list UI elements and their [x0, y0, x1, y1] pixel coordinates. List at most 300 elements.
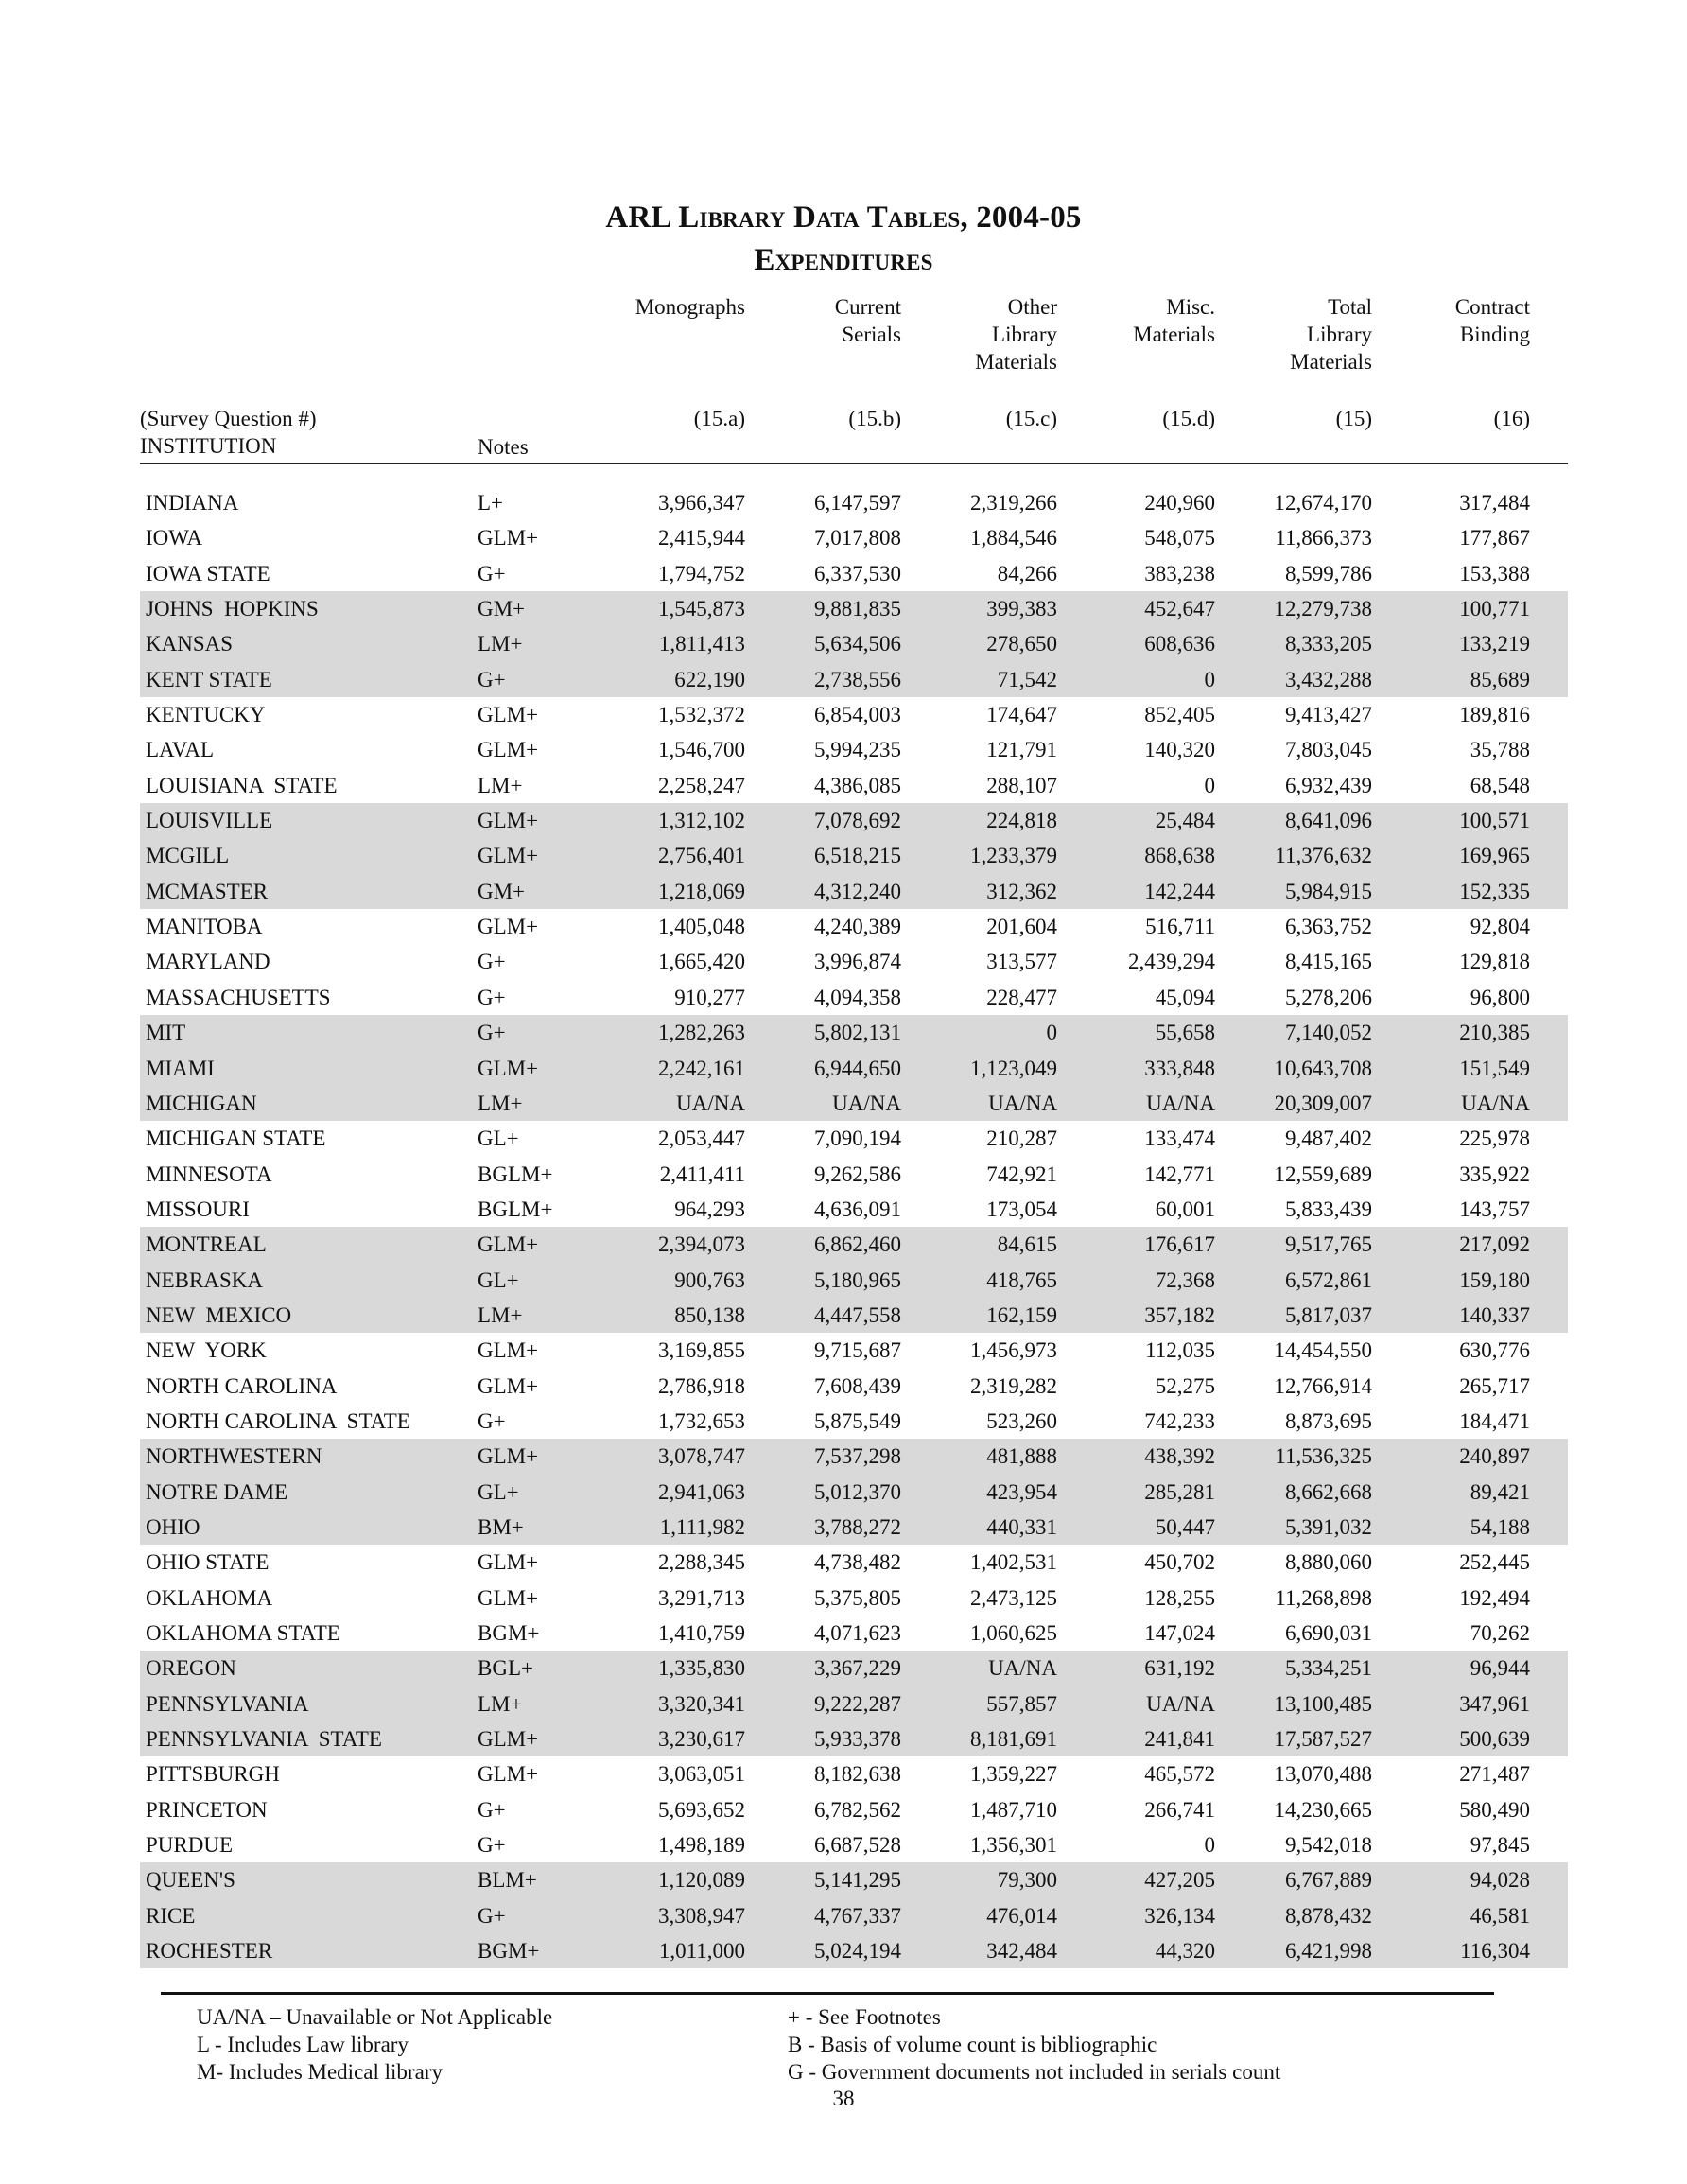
- cell-other-library-materials: 8,181,691: [970, 1727, 1057, 1752]
- cell-institution: NEBRASKA: [146, 1267, 263, 1292]
- cell-institution: LOUISIANA STATE: [146, 773, 338, 797]
- table-row: [140, 1792, 1568, 1827]
- cell-notes: GLM+: [478, 1232, 539, 1257]
- cell-institution: MISSOURI: [146, 1197, 250, 1221]
- cell-contract-binding: 129,818: [1459, 950, 1530, 974]
- cell-institution: KANSAS: [146, 632, 234, 656]
- question-15: (15): [1335, 407, 1372, 430]
- cell-current-serials: 4,071,623: [814, 1621, 901, 1645]
- cell-misc-materials: 55,658: [1155, 1021, 1215, 1045]
- cell-misc-materials: 548,075: [1144, 526, 1215, 550]
- cell-current-serials: 5,875,549: [814, 1408, 901, 1433]
- table-row: [140, 1404, 1568, 1439]
- cell-total-library-materials: 5,984,915: [1285, 879, 1372, 903]
- cell-institution: MONTREAL: [146, 1232, 267, 1257]
- cell-current-serials: 6,518,215: [814, 844, 901, 868]
- cell-institution: KENT STATE: [146, 667, 272, 691]
- cell-institution: IOWA: [146, 526, 203, 550]
- cell-other-library-materials: 399,383: [986, 597, 1057, 621]
- legend-item: UA/NA – Unavailable or Not Applicable: [197, 2005, 553, 2029]
- table-row: [140, 1545, 1568, 1580]
- cell-total-library-materials: 17,587,527: [1274, 1727, 1372, 1752]
- table-row: [140, 803, 1568, 838]
- cell-other-library-materials: 224,818: [986, 809, 1057, 833]
- cell-contract-binding: 210,385: [1459, 1021, 1530, 1045]
- cell-monographs: 2,756,401: [658, 844, 745, 868]
- table-row: [140, 1862, 1568, 1897]
- cell-notes: GLM+: [478, 1550, 539, 1575]
- cell-contract-binding: 94,028: [1470, 1868, 1530, 1893]
- cell-total-library-materials: 8,662,668: [1285, 1479, 1372, 1504]
- cell-contract-binding: 100,571: [1459, 809, 1530, 833]
- cell-other-library-materials: 278,650: [986, 632, 1057, 656]
- cell-misc-materials: 266,741: [1144, 1797, 1215, 1822]
- cell-current-serials: 7,537,298: [814, 1444, 901, 1469]
- cell-institution: NORTH CAROLINA: [146, 1373, 338, 1398]
- cell-monographs: 3,966,347: [658, 491, 745, 515]
- cell-total-library-materials: 5,334,251: [1285, 1656, 1372, 1681]
- page-number: 38: [832, 2087, 855, 2110]
- cell-contract-binding: 70,262: [1470, 1621, 1530, 1645]
- table-row: [140, 1298, 1568, 1333]
- cell-notes: GLM+: [478, 703, 539, 727]
- cell-misc-materials: 326,134: [1144, 1903, 1215, 1928]
- cell-misc-materials: 427,205: [1144, 1868, 1215, 1893]
- cell-misc-materials: 45,094: [1155, 985, 1215, 1009]
- table-row: [140, 1121, 1568, 1156]
- cell-total-library-materials: 8,415,165: [1285, 950, 1372, 974]
- cell-current-serials: 3,996,874: [814, 950, 901, 974]
- cell-monographs: 1,665,420: [658, 950, 745, 974]
- header-notes: Notes: [478, 435, 529, 459]
- table-row: [140, 980, 1568, 1015]
- table-row: [140, 1157, 1568, 1192]
- cell-contract-binding: 151,549: [1459, 1056, 1530, 1080]
- cell-notes: BGLM+: [478, 1197, 553, 1221]
- cell-contract-binding: 347,961: [1459, 1691, 1530, 1716]
- cell-current-serials: 7,090,194: [814, 1127, 901, 1151]
- cell-notes: BGM+: [478, 1621, 540, 1645]
- table-row: [140, 485, 1568, 520]
- header-institution: INSTITUTION: [140, 434, 277, 458]
- cell-institution: JOHNS HOPKINS: [146, 597, 319, 621]
- cell-contract-binding: 85,689: [1470, 667, 1530, 691]
- cell-notes: GM+: [478, 879, 526, 903]
- cell-other-library-materials: 162,159: [986, 1302, 1057, 1327]
- cell-current-serials: 5,994,235: [814, 738, 901, 762]
- cell-misc-materials: 742,233: [1144, 1408, 1215, 1433]
- cell-contract-binding: 152,335: [1459, 879, 1530, 903]
- cell-institution: MIT: [146, 1021, 186, 1045]
- cell-other-library-materials: 71,542: [997, 667, 1057, 691]
- cell-other-library-materials: 201,604: [986, 915, 1057, 939]
- cell-contract-binding: 143,757: [1459, 1197, 1530, 1221]
- cell-other-library-materials: 523,260: [986, 1408, 1057, 1433]
- table-row: [140, 1192, 1568, 1227]
- cell-monographs: 1,405,048: [658, 915, 745, 939]
- cell-current-serials: 6,337,530: [814, 561, 901, 585]
- cell-misc-materials: 128,255: [1144, 1585, 1215, 1610]
- cell-monographs: 900,763: [674, 1267, 745, 1292]
- cell-misc-materials: 72,368: [1155, 1267, 1215, 1292]
- cell-institution: NORTHWESTERN: [146, 1444, 322, 1469]
- cell-misc-materials: 142,244: [1144, 879, 1215, 903]
- cell-monographs: 2,242,161: [658, 1056, 745, 1080]
- cell-notes: GLM+: [478, 1762, 539, 1787]
- cell-notes: GLM+: [478, 1373, 539, 1398]
- cell-current-serials: 5,933,378: [814, 1727, 901, 1752]
- cell-total-library-materials: 12,559,689: [1274, 1162, 1372, 1186]
- cell-monographs: 1,545,873: [658, 597, 745, 621]
- cell-notes: GL+: [478, 1127, 519, 1151]
- cell-contract-binding: 177,867: [1459, 526, 1530, 550]
- cell-institution: PENNSYLVANIA STATE: [146, 1727, 382, 1752]
- table-row: [140, 874, 1568, 909]
- cell-total-library-materials: 8,880,060: [1285, 1550, 1372, 1575]
- cell-misc-materials: 516,711: [1145, 915, 1215, 939]
- table-row: [140, 1651, 1568, 1686]
- cell-notes: LM+: [478, 1302, 523, 1327]
- cell-notes: GLM+: [478, 526, 539, 550]
- cell-notes: GLM+: [478, 915, 539, 939]
- cell-total-library-materials: 6,690,031: [1285, 1621, 1372, 1645]
- cell-current-serials: 5,375,805: [814, 1585, 901, 1610]
- cell-contract-binding: UA/NA: [1461, 1091, 1530, 1115]
- cell-current-serials: 4,447,558: [814, 1302, 901, 1327]
- legend-item: B - Basis of volume count is bibliographic: [788, 2033, 1157, 2056]
- cell-misc-materials: 44,320: [1155, 1939, 1215, 1964]
- cell-monographs: 3,291,713: [658, 1585, 745, 1610]
- cell-current-serials: 7,017,808: [814, 526, 901, 550]
- cell-other-library-materials: 2,319,266: [970, 491, 1057, 515]
- cell-total-library-materials: 9,542,018: [1285, 1833, 1372, 1858]
- cell-monographs: 1,498,189: [658, 1833, 745, 1858]
- cell-monographs: 1,111,982: [659, 1514, 745, 1539]
- cell-notes: GLM+: [478, 1727, 539, 1752]
- cell-misc-materials: 452,647: [1144, 597, 1215, 621]
- cell-total-library-materials: 8,333,205: [1285, 632, 1372, 656]
- cell-total-library-materials: 11,866,373: [1275, 526, 1372, 550]
- table-row: [140, 1333, 1568, 1368]
- table-row: [140, 591, 1568, 626]
- cell-misc-materials: 133,474: [1144, 1127, 1215, 1151]
- cell-institution: MIAMI: [146, 1056, 215, 1080]
- cell-current-serials: 9,881,835: [814, 597, 901, 621]
- cell-other-library-materials: 79,300: [997, 1868, 1057, 1893]
- table-row: [140, 1756, 1568, 1791]
- cell-other-library-materials: 288,107: [986, 773, 1057, 797]
- cell-institution: MASSACHUSETTS: [146, 985, 331, 1009]
- table-row: [140, 1086, 1568, 1121]
- cell-misc-materials: 241,841: [1144, 1727, 1215, 1752]
- cell-current-serials: 6,687,528: [814, 1833, 901, 1858]
- cell-contract-binding: 184,471: [1459, 1408, 1530, 1433]
- cell-institution: ROCHESTER: [146, 1939, 273, 1964]
- cell-monographs: 1,120,089: [658, 1868, 745, 1893]
- cell-contract-binding: 97,845: [1470, 1833, 1530, 1858]
- survey-question-label: (Survey Question #): [140, 407, 317, 430]
- cell-notes: G+: [478, 1903, 506, 1928]
- cell-contract-binding: 46,581: [1470, 1903, 1530, 1928]
- cell-other-library-materials: 476,014: [986, 1903, 1057, 1928]
- cell-notes: BGM+: [478, 1939, 540, 1964]
- cell-current-serials: 4,738,482: [814, 1550, 901, 1575]
- cell-total-library-materials: 11,536,325: [1275, 1444, 1372, 1469]
- cell-notes: G+: [478, 985, 506, 1009]
- legend-right: [788, 2003, 1280, 2086]
- cell-other-library-materials: 1,123,049: [970, 1056, 1057, 1080]
- cell-misc-materials: 2,439,294: [1128, 950, 1215, 974]
- cell-monographs: UA/NA: [676, 1091, 745, 1115]
- cell-misc-materials: 0: [1204, 1833, 1215, 1858]
- cell-current-serials: 9,262,586: [814, 1162, 901, 1186]
- cell-other-library-materials: 742,921: [986, 1162, 1057, 1186]
- cell-current-serials: 5,634,506: [814, 632, 901, 656]
- table-row: [140, 1616, 1568, 1651]
- cell-other-library-materials: 423,954: [986, 1479, 1057, 1504]
- cell-total-library-materials: 12,279,738: [1274, 597, 1372, 621]
- table-row: [140, 1015, 1568, 1050]
- cell-current-serials: UA/NA: [832, 1091, 901, 1115]
- cell-total-library-materials: 6,767,889: [1285, 1868, 1372, 1893]
- cell-misc-materials: 868,638: [1144, 844, 1215, 868]
- cell-other-library-materials: UA/NA: [988, 1656, 1057, 1681]
- question-15b: (15.b): [848, 407, 901, 430]
- cell-total-library-materials: 5,833,439: [1285, 1197, 1372, 1221]
- cell-monographs: 2,411,411: [659, 1162, 745, 1186]
- cell-notes: G+: [478, 1833, 506, 1858]
- cell-current-serials: 6,854,003: [814, 703, 901, 727]
- cell-misc-materials: 142,771: [1144, 1162, 1215, 1186]
- question-15c: (15.c): [1005, 407, 1057, 430]
- table-row: [140, 1827, 1568, 1862]
- header-rule: [140, 463, 1568, 464]
- cell-other-library-materials: 1,233,379: [970, 844, 1057, 868]
- cell-current-serials: 5,012,370: [814, 1479, 901, 1504]
- cell-total-library-materials: 20,309,007: [1274, 1091, 1372, 1115]
- cell-institution: PRINCETON: [146, 1797, 268, 1822]
- cell-contract-binding: 96,800: [1470, 985, 1530, 1009]
- cell-notes: GLM+: [478, 844, 539, 868]
- cell-other-library-materials: 481,888: [986, 1444, 1057, 1469]
- cell-current-serials: 4,767,337: [814, 1903, 901, 1928]
- cell-current-serials: 6,147,597: [814, 491, 901, 515]
- cell-monographs: 5,693,652: [658, 1797, 745, 1822]
- cell-current-serials: 2,738,556: [814, 667, 901, 691]
- cell-current-serials: 9,715,687: [814, 1338, 901, 1363]
- table-row: [140, 1933, 1568, 1968]
- page-title: [0, 201, 1687, 236]
- cell-misc-materials: 631,192: [1144, 1656, 1215, 1681]
- cell-contract-binding: 265,717: [1459, 1373, 1530, 1398]
- cell-institution: OHIO: [146, 1514, 200, 1539]
- table-row: [140, 556, 1568, 591]
- header-other-library-materials: Other Library Materials: [975, 295, 1057, 374]
- cell-contract-binding: 153,388: [1459, 561, 1530, 585]
- cell-current-serials: 4,240,389: [814, 915, 901, 939]
- cell-total-library-materials: 8,599,786: [1285, 561, 1372, 585]
- cell-total-library-materials: 3,432,288: [1285, 667, 1372, 691]
- table-row: [140, 1227, 1568, 1262]
- cell-total-library-materials: 7,803,045: [1285, 738, 1372, 762]
- cell-notes: GLM+: [478, 738, 539, 762]
- question-15d: (15.d): [1162, 407, 1215, 430]
- cell-misc-materials: 0: [1204, 773, 1215, 797]
- table-row: [140, 1051, 1568, 1086]
- cell-monographs: 3,320,341: [658, 1691, 745, 1716]
- cell-current-serials: 7,078,692: [814, 809, 901, 833]
- cell-other-library-materials: 312,362: [986, 879, 1057, 903]
- legend-left: [197, 2003, 552, 2086]
- table-row: [140, 768, 1568, 803]
- cell-institution: LOUISVILLE: [146, 809, 273, 833]
- cell-other-library-materials: 174,647: [986, 703, 1057, 727]
- cell-institution: IOWA STATE: [146, 561, 270, 585]
- table-row: [140, 732, 1568, 767]
- cell-other-library-materials: 1,456,973: [970, 1338, 1057, 1363]
- cell-current-serials: 5,802,131: [814, 1021, 901, 1045]
- cell-monographs: 1,335,830: [658, 1656, 745, 1681]
- cell-contract-binding: 89,421: [1470, 1479, 1530, 1504]
- cell-total-library-materials: 13,100,485: [1274, 1691, 1372, 1716]
- cell-misc-materials: 852,405: [1144, 703, 1215, 727]
- cell-total-library-materials: 8,641,096: [1285, 809, 1372, 833]
- legend-item: M- Includes Medical library: [197, 2060, 443, 2084]
- cell-other-library-materials: UA/NA: [988, 1091, 1057, 1115]
- cell-notes: GLM+: [478, 1338, 539, 1363]
- cell-monographs: 3,063,051: [658, 1762, 745, 1787]
- cell-notes: G+: [478, 1797, 506, 1822]
- cell-notes: G+: [478, 1021, 506, 1045]
- cell-total-library-materials: 10,643,708: [1274, 1056, 1372, 1080]
- cell-contract-binding: 96,944: [1470, 1656, 1530, 1681]
- cell-misc-materials: 333,848: [1144, 1056, 1215, 1080]
- cell-misc-materials: 147,024: [1144, 1621, 1215, 1645]
- cell-notes: BGLM+: [478, 1162, 553, 1186]
- cell-other-library-materials: 1,356,301: [970, 1833, 1057, 1858]
- cell-monographs: 3,230,617: [658, 1727, 745, 1752]
- cell-contract-binding: 189,816: [1459, 703, 1530, 727]
- cell-institution: PITTSBURGH: [146, 1762, 280, 1787]
- cell-notes: LM+: [478, 1691, 523, 1716]
- title-line-2: Expenditures: [754, 243, 933, 277]
- cell-contract-binding: 116,304: [1460, 1939, 1530, 1964]
- cell-monographs: 964,293: [674, 1197, 745, 1221]
- header-total-library-materials: Total Library Materials: [1290, 295, 1372, 374]
- cell-institution: MICHIGAN: [146, 1091, 257, 1115]
- cell-misc-materials: 50,447: [1155, 1514, 1215, 1539]
- table-row: [140, 1721, 1568, 1756]
- cell-total-library-materials: 14,454,550: [1274, 1338, 1372, 1363]
- cell-misc-materials: 465,572: [1144, 1762, 1215, 1787]
- cell-notes: GLM+: [478, 1444, 539, 1469]
- cell-other-library-materials: 1,487,710: [970, 1797, 1057, 1822]
- cell-notes: GL+: [478, 1267, 519, 1292]
- cell-contract-binding: 225,978: [1459, 1127, 1530, 1151]
- cell-institution: NORTH CAROLINA STATE: [146, 1408, 410, 1433]
- cell-institution: MCGILL: [146, 844, 230, 868]
- cell-misc-materials: UA/NA: [1146, 1091, 1215, 1115]
- cell-monographs: 1,011,000: [658, 1939, 745, 1964]
- cell-other-library-materials: 418,765: [986, 1267, 1057, 1292]
- cell-notes: G+: [478, 950, 506, 974]
- question-16: (16): [1493, 407, 1530, 430]
- legend-item: G - Government documents not included in serials count: [788, 2060, 1281, 2084]
- cell-other-library-materials: 84,266: [997, 561, 1057, 585]
- cell-institution: LAVAL: [146, 738, 214, 762]
- cell-contract-binding: 192,494: [1459, 1585, 1530, 1610]
- cell-other-library-materials: 1,060,625: [970, 1621, 1057, 1645]
- table-row: [140, 626, 1568, 661]
- cell-misc-materials: 357,182: [1144, 1302, 1215, 1327]
- cell-other-library-materials: 1,402,531: [970, 1550, 1057, 1575]
- cell-current-serials: 9,222,287: [814, 1691, 901, 1716]
- cell-notes: G+: [478, 561, 506, 585]
- cell-contract-binding: 317,484: [1459, 491, 1530, 515]
- table-header: [140, 293, 1568, 463]
- cell-contract-binding: 169,965: [1459, 844, 1530, 868]
- cell-current-serials: 5,141,295: [814, 1868, 901, 1893]
- cell-total-library-materials: 12,674,170: [1274, 491, 1372, 515]
- cell-misc-materials: 140,320: [1144, 738, 1215, 762]
- cell-institution: NEW YORK: [146, 1338, 267, 1363]
- cell-notes: G+: [478, 1408, 506, 1433]
- cell-other-library-materials: 1,359,227: [970, 1762, 1057, 1787]
- cell-total-library-materials: 11,376,632: [1275, 844, 1372, 868]
- cell-misc-materials: 438,392: [1144, 1444, 1215, 1469]
- cell-total-library-materials: 9,413,427: [1285, 703, 1372, 727]
- cell-notes: GLM+: [478, 1056, 539, 1080]
- cell-current-serials: 8,182,638: [814, 1762, 901, 1787]
- cell-total-library-materials: 8,878,432: [1285, 1903, 1372, 1928]
- header-current-serials: Current Serials: [834, 295, 901, 346]
- cell-total-library-materials: 14,230,665: [1274, 1797, 1372, 1822]
- cell-misc-materials: 450,702: [1144, 1550, 1215, 1575]
- cell-monographs: 850,138: [674, 1302, 745, 1327]
- cell-monographs: 2,053,447: [658, 1127, 745, 1151]
- cell-total-library-materials: 11,268,898: [1275, 1585, 1372, 1610]
- table-row: [140, 697, 1568, 732]
- cell-other-library-materials: 2,319,282: [970, 1373, 1057, 1398]
- cell-other-library-materials: 1,884,546: [970, 526, 1057, 550]
- cell-monographs: 1,282,263: [658, 1021, 745, 1045]
- expenditures-table: [140, 293, 1568, 1964]
- cell-current-serials: 6,862,460: [814, 1232, 901, 1257]
- table-row: [140, 1475, 1568, 1510]
- cell-other-library-materials: 0: [1046, 1021, 1057, 1045]
- cell-other-library-materials: 440,331: [986, 1514, 1057, 1539]
- cell-total-library-materials: 8,873,695: [1285, 1408, 1372, 1433]
- cell-notes: GL+: [478, 1479, 519, 1504]
- cell-monographs: 1,410,759: [658, 1621, 745, 1645]
- header-misc-materials: Misc. Materials: [1133, 295, 1215, 346]
- cell-other-library-materials: 228,477: [986, 985, 1057, 1009]
- table-row: [140, 1369, 1568, 1404]
- header-contract-binding: Contract Binding: [1454, 295, 1530, 346]
- page-subtitle: [0, 243, 1687, 278]
- cell-institution: MICHIGAN STATE: [146, 1127, 326, 1151]
- cell-institution: KENTUCKY: [146, 703, 266, 727]
- cell-notes: LM+: [478, 773, 523, 797]
- cell-misc-materials: 25,484: [1155, 809, 1215, 833]
- cell-monographs: 1,794,752: [658, 561, 745, 585]
- legend-item: + - See Footnotes: [788, 2005, 941, 2029]
- cell-contract-binding: 580,490: [1459, 1797, 1530, 1822]
- cell-institution: OREGON: [146, 1656, 236, 1681]
- cell-total-library-materials: 12,766,914: [1274, 1373, 1372, 1398]
- cell-monographs: 2,415,944: [658, 526, 745, 550]
- cell-monographs: 1,732,653: [658, 1408, 745, 1433]
